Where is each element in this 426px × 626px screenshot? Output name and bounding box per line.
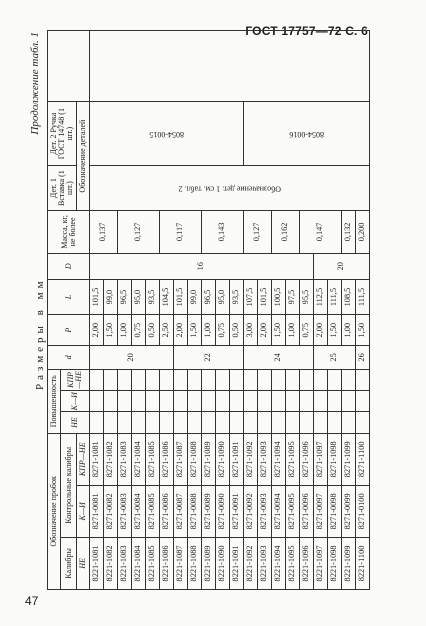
cell-ki: 8271-0098 bbox=[328, 485, 342, 537]
table-row bbox=[90, 31, 104, 590]
cell-ne: 8221-1096 bbox=[300, 537, 314, 589]
cell-ne: 8221-1095 bbox=[286, 537, 300, 589]
cell-mass: 0,162 bbox=[272, 211, 300, 254]
cell-mass: 0,147 bbox=[300, 211, 342, 254]
cell-d: 26 bbox=[356, 346, 370, 370]
cell-ne: 8221-1098 bbox=[328, 537, 342, 589]
cell-P: 0,75 bbox=[216, 315, 230, 346]
cell-ne: 8221-1092 bbox=[244, 537, 258, 589]
cell-wear-ki bbox=[160, 391, 174, 412]
cell-wear-ki bbox=[286, 391, 300, 412]
cell-wear-ne bbox=[356, 412, 370, 433]
cell-L: 96,5 bbox=[118, 279, 132, 315]
cell-kpr: 8271-1090 bbox=[216, 433, 230, 485]
cell-kpr: 8271-1083 bbox=[118, 433, 132, 485]
cell-P: 2,00 bbox=[258, 315, 272, 346]
cell-L: 99,0 bbox=[104, 279, 118, 315]
header-spare bbox=[48, 31, 90, 102]
cell-ki: 8271-0086 bbox=[160, 485, 174, 537]
cell-wear-ne bbox=[216, 412, 230, 433]
header-L: L bbox=[48, 279, 90, 315]
cell-wear-ki bbox=[314, 391, 328, 412]
cell-kpr: 8271-1096 bbox=[300, 433, 314, 485]
cell-wear-kpr bbox=[202, 369, 216, 390]
cell-ki: 8271-0093 bbox=[258, 485, 272, 537]
cell-wear-kpr bbox=[132, 369, 146, 390]
cell-spare bbox=[90, 31, 370, 102]
cell-mass: 0,137 bbox=[90, 211, 118, 254]
cell-d: 25 bbox=[314, 346, 356, 370]
cell-P: 0,50 bbox=[230, 315, 244, 346]
cell-wear-ki bbox=[356, 391, 370, 412]
cell-L: 111,5 bbox=[328, 279, 342, 315]
cell-L: 104,5 bbox=[160, 279, 174, 315]
cell-kpr: 8271-1100 bbox=[356, 433, 370, 485]
cell-kpr: 8271-1081 bbox=[90, 433, 104, 485]
header-gauges: Калибры bbox=[61, 537, 77, 589]
cell-wear-kpr bbox=[174, 369, 188, 390]
cell-wear-kpr bbox=[258, 369, 272, 390]
cell-d: 22 bbox=[174, 346, 244, 370]
cell-ki: 8271-0100 bbox=[356, 485, 370, 537]
cell-ki: 8271-0094 bbox=[272, 485, 286, 537]
cell-ki: 8271-0088 bbox=[188, 485, 202, 537]
table-caption: Продолжение табл. 1 bbox=[29, 32, 41, 135]
cell-L: 93,5 bbox=[230, 279, 244, 315]
header-ki: К—И bbox=[77, 485, 90, 537]
cell-wear-ne bbox=[286, 412, 300, 433]
header-ne: НЕ bbox=[77, 537, 90, 589]
cell-kpr: 8271-1086 bbox=[160, 433, 174, 485]
header-wear-ki: К—И bbox=[61, 391, 90, 412]
cell-ki: 8271-0099 bbox=[342, 485, 356, 537]
cell-wear-ne bbox=[342, 412, 356, 433]
cell-kpr: 8271-1097 bbox=[314, 433, 328, 485]
cell-ne: 8221-1086 bbox=[160, 537, 174, 589]
cell-wear-ne bbox=[300, 412, 314, 433]
cell-wear-ne bbox=[314, 412, 328, 433]
cell-kpr: 8271-1098 bbox=[328, 433, 342, 485]
cell-mass: 0,132 bbox=[342, 211, 356, 254]
cell-wear-kpr bbox=[272, 369, 286, 390]
cell-ne: 8221-1099 bbox=[342, 537, 356, 589]
cell-kpr: 8271-1091 bbox=[230, 433, 244, 485]
header-part1: Дет. 1 Вставка (1 шт.) bbox=[48, 166, 77, 211]
cell-wear-ne bbox=[258, 412, 272, 433]
cell-wear-ki bbox=[216, 391, 230, 412]
cell-L: 101,5 bbox=[174, 279, 188, 315]
cell-ki: 8271-0095 bbox=[286, 485, 300, 537]
cell-wear-kpr bbox=[328, 369, 342, 390]
cell-D: 20 bbox=[314, 253, 370, 279]
cell-wear-ki bbox=[104, 391, 118, 412]
cell-wear-kpr bbox=[216, 369, 230, 390]
cell-wear-ne bbox=[118, 412, 132, 433]
cell-kpr: 8271-1084 bbox=[132, 433, 146, 485]
cell-kpr: 8271-1094 bbox=[272, 433, 286, 485]
cell-L: 95,0 bbox=[216, 279, 230, 315]
header-wear-ne: НЕ bbox=[61, 412, 90, 433]
cell-ki: 8271-0083 bbox=[118, 485, 132, 537]
cell-ne: 8221-1081 bbox=[90, 537, 104, 589]
cell-mass: 0,127 bbox=[244, 211, 272, 254]
cell-mass: 0,117 bbox=[160, 211, 202, 254]
cell-L: 111,5 bbox=[356, 279, 370, 315]
cell-wear-ki bbox=[300, 391, 314, 412]
cell-wear-kpr bbox=[342, 369, 356, 390]
cell-ki: 8271-0081 bbox=[90, 485, 104, 537]
cell-wear-ne bbox=[104, 412, 118, 433]
cell-wear-ki bbox=[174, 391, 188, 412]
header-P: P bbox=[48, 315, 90, 346]
header-d: d bbox=[48, 346, 90, 370]
cell-P: 1,50 bbox=[328, 315, 342, 346]
cell-ne: 8221-1087 bbox=[174, 537, 188, 589]
cell-L: 101,5 bbox=[258, 279, 272, 315]
cell-ne: 8221-1093 bbox=[258, 537, 272, 589]
cell-wear-ne bbox=[188, 412, 202, 433]
cell-wear-ki bbox=[188, 391, 202, 412]
cell-wear-ki bbox=[146, 391, 160, 412]
cell-P: 0,75 bbox=[132, 315, 146, 346]
cell-wear-ne bbox=[230, 412, 244, 433]
cell-ki: 8271-0087 bbox=[174, 485, 188, 537]
header-designation-group: Обозначение пробок bbox=[48, 433, 61, 589]
page-number: 47 bbox=[25, 594, 39, 608]
cell-wear-kpr bbox=[314, 369, 328, 390]
cell-wear-ki bbox=[132, 391, 146, 412]
cell-ki: 8271-0091 bbox=[230, 485, 244, 537]
table-row bbox=[244, 31, 258, 590]
cell-kpr: 8271-1085 bbox=[146, 433, 160, 485]
cell-mass: 0,127 bbox=[118, 211, 160, 254]
cell-wear-ki bbox=[272, 391, 286, 412]
cell-P: 1,50 bbox=[104, 315, 118, 346]
cell-wear-ki bbox=[90, 391, 104, 412]
cell-ki: 8271-0090 bbox=[216, 485, 230, 537]
cell-L: 101,5 bbox=[90, 279, 104, 315]
cell-wear-kpr bbox=[146, 369, 160, 390]
dimensions-table bbox=[47, 30, 370, 590]
cell-P: 2,00 bbox=[174, 315, 188, 346]
cell-wear-ne bbox=[160, 412, 174, 433]
cell-ne: 8221-1090 bbox=[216, 537, 230, 589]
cell-P: 2,00 bbox=[314, 315, 328, 346]
cell-D: 16 bbox=[90, 253, 314, 279]
cell-P: 1,00 bbox=[342, 315, 356, 346]
cell-kpr: 8271-1088 bbox=[188, 433, 202, 485]
cell-P: 1,00 bbox=[286, 315, 300, 346]
cell-ne: 8221-1100 bbox=[356, 537, 370, 589]
cell-ki: 8271-0082 bbox=[104, 485, 118, 537]
cell-wear-ne bbox=[244, 412, 258, 433]
cell-ne: 8221-1082 bbox=[104, 537, 118, 589]
cell-wear-kpr bbox=[244, 369, 258, 390]
cell-P: 1,50 bbox=[272, 315, 286, 346]
rotated-page-content bbox=[25, 30, 417, 590]
cell-wear-kpr bbox=[300, 369, 314, 390]
cell-P: 2,50 bbox=[160, 315, 174, 346]
cell-wear-ne bbox=[146, 412, 160, 433]
cell-wear-ki bbox=[328, 391, 342, 412]
cell-P: 1,50 bbox=[188, 315, 202, 346]
header-D: D bbox=[48, 253, 90, 279]
cell-ki: 8271-0085 bbox=[146, 485, 160, 537]
cell-d: 24 bbox=[244, 346, 314, 370]
cell-wear-ki bbox=[258, 391, 272, 412]
cell-wear-kpr bbox=[356, 369, 370, 390]
cell-kpr: 8271-1095 bbox=[286, 433, 300, 485]
cell-wear-ne bbox=[174, 412, 188, 433]
cell-P: 1,00 bbox=[118, 315, 132, 346]
cell-wear-ki bbox=[244, 391, 258, 412]
cell-wear-ki bbox=[230, 391, 244, 412]
cell-P: 2,00 bbox=[90, 315, 104, 346]
cell-L: 93,5 bbox=[146, 279, 160, 315]
header-wear-group: Повышенность bbox=[48, 369, 61, 433]
cell-wear-kpr bbox=[90, 369, 104, 390]
cell-mass: 0,143 bbox=[202, 211, 244, 254]
header-part2: Дет. 2 Ручка ГОСТ 14748 (1 шт.) bbox=[48, 102, 77, 166]
cell-P: 1,00 bbox=[202, 315, 216, 346]
cell-wear-kpr bbox=[160, 369, 174, 390]
table-body bbox=[90, 31, 370, 590]
cell-kpr: 8271-1092 bbox=[244, 433, 258, 485]
cell-part2: 8054-0015 bbox=[90, 102, 244, 166]
header-wear-kpr: КПР—НЕ bbox=[61, 369, 90, 390]
cell-ne: 8221-1097 bbox=[314, 537, 328, 589]
cell-mass: 0,200 bbox=[356, 211, 370, 254]
cell-L: 95,5 bbox=[300, 279, 314, 315]
cell-kpr: 8271-1087 bbox=[174, 433, 188, 485]
cell-wear-ne bbox=[90, 412, 104, 433]
cell-ne: 8221-1088 bbox=[188, 537, 202, 589]
cell-d: 20 bbox=[90, 346, 174, 370]
cell-P: 3,00 bbox=[244, 315, 258, 346]
cell-wear-kpr bbox=[188, 369, 202, 390]
cell-ki: 8271-0089 bbox=[202, 485, 216, 537]
cell-ki: 8271-0097 bbox=[314, 485, 328, 537]
cell-wear-ki bbox=[118, 391, 132, 412]
cell-P: 0,75 bbox=[300, 315, 314, 346]
cell-ne: 8221-1091 bbox=[230, 537, 244, 589]
cell-wear-ne bbox=[328, 412, 342, 433]
cell-L: 112,5 bbox=[314, 279, 328, 315]
cell-wear-ne bbox=[272, 412, 286, 433]
page-header: ГОСТ 17757—72 С. 6 bbox=[245, 24, 368, 38]
cell-P: 1,50 bbox=[356, 315, 370, 346]
units-caption: Размеры в мм bbox=[34, 277, 46, 390]
cell-ne: 8221-1089 bbox=[202, 537, 216, 589]
cell-kpr: 8271-1099 bbox=[342, 433, 356, 485]
cell-ne: 8221-1084 bbox=[132, 537, 146, 589]
cell-wear-ne bbox=[202, 412, 216, 433]
header-kpr: КПР—НЕ bbox=[77, 433, 90, 485]
cell-part1-note: Обозначение дет. 1 см. табл. 2 bbox=[90, 166, 370, 211]
cell-wear-kpr bbox=[230, 369, 244, 390]
cell-L: 107,5 bbox=[244, 279, 258, 315]
cell-L: 95,0 bbox=[132, 279, 146, 315]
header-mass: Масса, кг, не более bbox=[48, 211, 90, 254]
cell-ne: 8221-1094 bbox=[272, 537, 286, 589]
cell-kpr: 8271-1082 bbox=[104, 433, 118, 485]
cell-ki: 8271-0092 bbox=[244, 485, 258, 537]
cell-L: 96,5 bbox=[202, 279, 216, 315]
cell-ki: 8271-0096 bbox=[300, 485, 314, 537]
cell-wear-ne bbox=[132, 412, 146, 433]
cell-wear-ki bbox=[202, 391, 216, 412]
cell-P: 0,50 bbox=[146, 315, 160, 346]
cell-part2: 8054-0016 bbox=[244, 102, 370, 166]
cell-wear-ki bbox=[342, 391, 356, 412]
cell-L: 100,5 bbox=[272, 279, 286, 315]
cell-wear-kpr bbox=[104, 369, 118, 390]
header-part-designation: Обозначение деталей bbox=[77, 102, 90, 211]
cell-ne: 8221-1085 bbox=[146, 537, 160, 589]
cell-L: 108,5 bbox=[342, 279, 356, 315]
header-control-gauges: Контрольные калибры bbox=[61, 433, 77, 537]
cell-wear-kpr bbox=[118, 369, 132, 390]
cell-kpr: 8271-1089 bbox=[202, 433, 216, 485]
cell-wear-kpr bbox=[286, 369, 300, 390]
cell-kpr: 8271-1093 bbox=[258, 433, 272, 485]
cell-L: 99,0 bbox=[188, 279, 202, 315]
cell-L: 97,5 bbox=[286, 279, 300, 315]
cell-ne: 8221-1083 bbox=[118, 537, 132, 589]
cell-ki: 8271-0084 bbox=[132, 485, 146, 537]
